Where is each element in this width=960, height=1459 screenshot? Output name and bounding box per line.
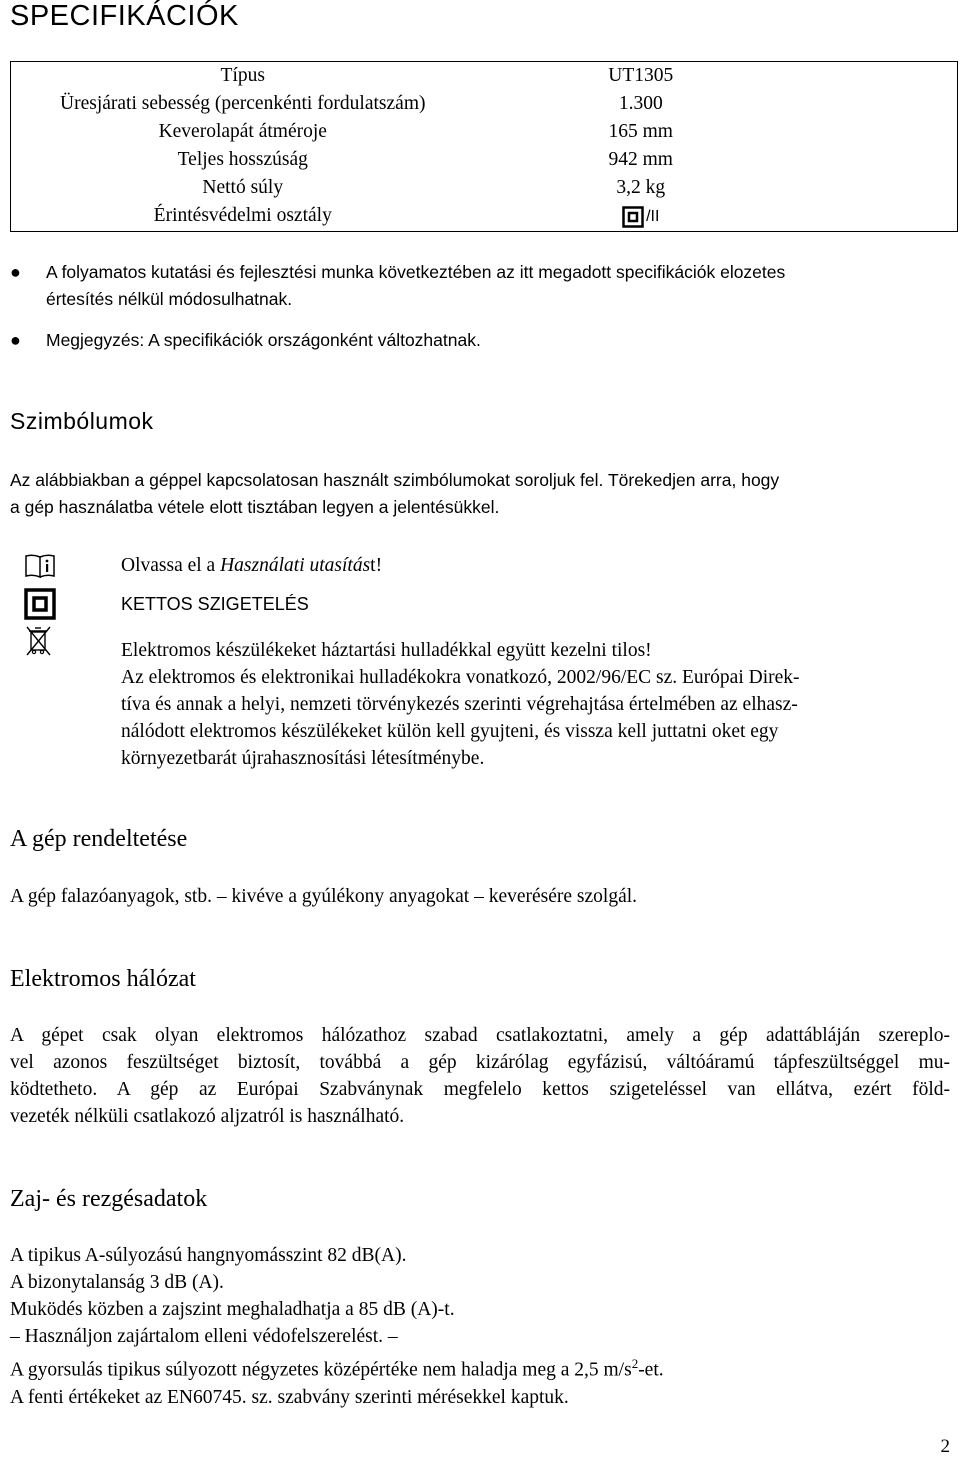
book-info-icon (24, 553, 58, 579)
table-row (11, 202, 958, 231)
note-2-line-1: Megjegyzés: A specifikációk országonként változhatnak. (46, 330, 481, 350)
spec-value: UT1305 (608, 65, 674, 86)
noise-line-1: A tipikus A-súlyozású hangnyomásszint 82 dB(A). (10, 1245, 407, 1266)
spec-label: Keverolapát átméroje (158, 121, 327, 142)
weee-line-4: nálódott elektromos készülékeket külön kell gyujteni, és vissza kell juttatni oket egy (121, 721, 779, 742)
table-row (11, 118, 958, 146)
spec-value: 1.300 (618, 93, 663, 114)
noise-heading: Zaj- és rezgésadatok (10, 1186, 208, 1212)
noise-line-4: – Használjon zajártalom elleni védofelszerelést. – (10, 1326, 398, 1347)
power-text (10, 1022, 950, 1130)
double-insulation-icon (622, 206, 644, 228)
symbols-intro-line-2: a gép használatba vétele elott tisztában legyen a jelentésükkel. (10, 497, 500, 517)
page-title: SPECIFIKÁCIÓK (10, 0, 239, 32)
weee-line-1: Elektromos készülékeket háztartási hulladékkal együtt kezelni tilos! (121, 640, 652, 661)
symbols-intro-line-1: Az alábbiakban a géppel kapcsolatosan használt szimbólumokat soroljuk fel. Törekedjen arra, hogy (10, 470, 780, 490)
spec-value: 942 mm (608, 149, 673, 170)
power-line-1: A gépet csak olyan elektromos hálózathoz szabad csatlakoztatni, amely a gép adattábláján szereplo- (10, 1025, 950, 1046)
spec-label: Típus (220, 65, 265, 86)
table-row (11, 146, 958, 174)
power-heading: Elektromos hálózat (10, 966, 196, 992)
spec-value (475, 202, 958, 231)
weee-line-3: tíva és annak a helyi, nemzeti törvénykezés szerinti végrehajtása értelmében az elhasz- (121, 694, 798, 715)
read-manual-text: Olvassa el a Használati utasítást! (121, 555, 383, 576)
spec-label: Érintésvédelmi osztály (153, 205, 332, 227)
purpose-text: A gép falazóanyagok, stb. – kivéve a gyúlékony anyagokat – keverésére szolgál. (10, 886, 638, 907)
bullet-icon: ● (10, 330, 21, 350)
crossed-bin-icon (26, 626, 52, 656)
note-1-line-2: értesítés nélkül módosulhatnak. (46, 289, 293, 309)
page-number: 2 (940, 1436, 950, 1457)
purpose-heading: A gép rendeltetése (10, 826, 188, 852)
noise-accel-line: A gyorsulás tipikus súlyozott négyzetes középértéke nem haladja meg a 2,5 $m/s^2-et$. (10, 1356, 664, 1381)
bullet-icon: ● (10, 262, 21, 282)
spec-value: 165 mm (608, 121, 673, 142)
power-line-2: vel azonos feszültséget biztosít, továbbá a gép kizárólag egyfázisú, váltóáramú tápfeszültséggel mu- (10, 1052, 950, 1073)
noise-text (10, 1242, 950, 1411)
spec-table (10, 61, 958, 232)
noise-line-last: A fenti értékeket az EN60745. sz. szabvány szerinti mérésekkel kaptuk. (10, 1386, 569, 1408)
double-insulation-icon (24, 588, 56, 620)
note-1-line-1: A folyamatos kutatási és fejlesztési munka következtében az itt megadott specifikációk elozetes (46, 262, 786, 282)
power-line-4: vezeték nélküli csatlakozó aljzatról is használható. (10, 1106, 405, 1127)
double-insulation-text: KETTOS SZIGETELÉS (121, 594, 309, 614)
spec-value: 3,2 kg (616, 177, 666, 198)
spec-label: Teljes hosszúság (177, 149, 308, 170)
weee-line-5: környezetbarát újrahasznosítási létesítménybe. (121, 748, 485, 769)
weee-line-2: Az elektromos és elektronikai hulladékokra vonatkozó, 2002/96/EC sz. Európai Direk- (121, 667, 800, 688)
table-row (11, 62, 958, 91)
table-row (11, 174, 958, 202)
noise-line-3: Muködés közben a zajszint meghaladhatja a 85 dB (A)-t. (10, 1299, 455, 1320)
spec-label: Üresjárati sebesség (percenkénti fordulatszám) (60, 93, 426, 114)
noise-line-2: A bizonytalanság 3 dB (A). (10, 1272, 224, 1293)
power-line-3: ködtetheto. A gép az Európai Szabványnak megfelelo kettos szigeteléssel van ellátva, ezért föld- (10, 1079, 950, 1100)
class-value: /II (646, 207, 660, 225)
spec-label: Nettó súly (202, 177, 284, 198)
table-row (11, 90, 958, 118)
symbols-heading: Szimbólumok (10, 408, 154, 434)
